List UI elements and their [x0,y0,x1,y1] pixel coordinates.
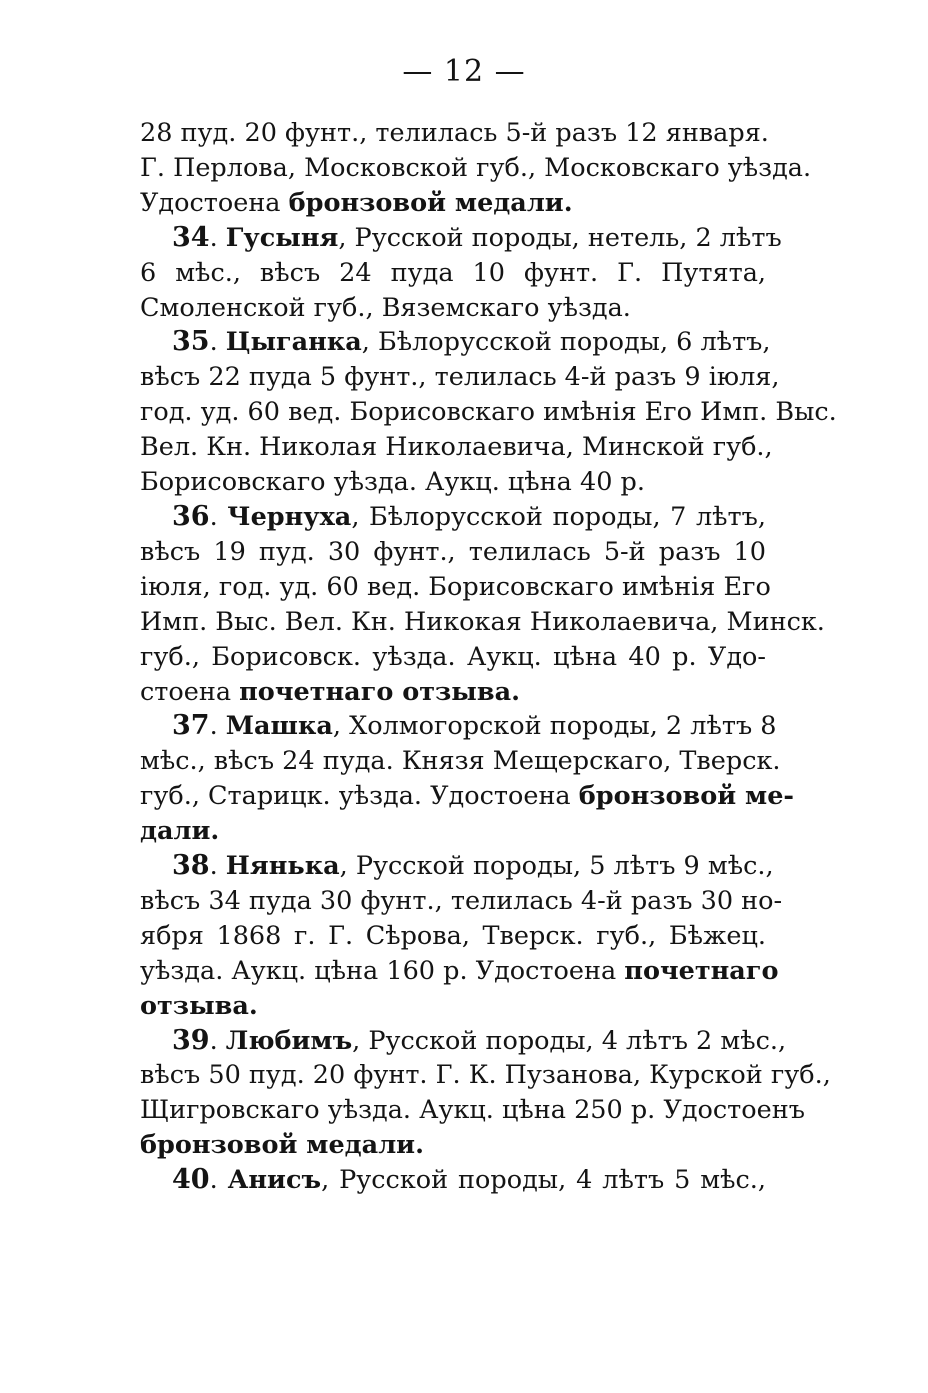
text-run: , Русской породы, 4 лѣтъ 2 мѣс., [352,1025,787,1056]
text-run: , Бѣлорусской породы, 7 лѣтъ, [351,501,766,532]
text-line [140,919,766,954]
bold-text: дали. [140,816,220,847]
entry-number: 35 [172,326,210,358]
text-run: 28 пуд. 20 фунт., телилась 5-й разъ 12 января. [140,118,769,148]
text-line [140,640,766,675]
text-line [140,465,766,500]
text-line [140,500,766,535]
bold-text: Анисъ [227,1165,322,1196]
text-run: Смоленской губ., Вяземскаго уѣзда. [140,292,631,323]
text-run: Имп. Выс. Вел. Кн. Никокая Николаевича, Минск. [140,606,825,637]
text-line [140,1128,766,1163]
text-run: год. уд. 60 вед. Борисовскаго имѣнія Его Имп. Выс. [140,397,837,428]
text-line [140,186,766,221]
entry-number: 39 [172,1024,210,1056]
text-run: Борисовскаго уѣзда. Аукц. цѣна 40 р. [140,467,645,498]
text-run: ября 1868 г. Г. Сѣрова, Тверск. губ., Бѣжец. [140,920,766,951]
text-run: губ., Старицк. уѣзда. Удостоена [140,781,579,812]
text-line [140,1024,787,1059]
text-line [140,814,766,849]
bold-text: отзыва. [140,990,258,1021]
text-run: вѣсъ 19 пуд. 30 фунт., телилась 5-й разъ 10 [140,536,766,567]
bold-text: Машка [225,711,333,742]
text-run: . [209,1025,226,1056]
text-line [140,570,771,605]
text-run: стоена [140,676,240,707]
text-run: Удостоена [140,187,289,218]
text-run: , Русской породы, 5 лѣтъ 9 мѣс., [339,851,774,882]
bold-text: почетнаго [624,955,779,986]
text-line [140,605,825,640]
text-line [140,360,780,395]
bold-text: Гусыня [225,222,339,253]
text-line [140,116,769,151]
text-run: Щигровскаго уѣзда. Аукц. цѣна 250 р. Удостоенъ [140,1095,805,1126]
bold-text: Любимъ [225,1025,353,1056]
text-run: , Русской породы, 4 лѣтъ 5 мѣс., [321,1165,766,1196]
text-line [140,779,795,814]
text-line [140,744,781,779]
text-line [140,954,779,989]
bold-text: Чернуха [227,501,352,532]
text-run: 6 мѣс., вѣсъ 24 пуда 10 фунт. Г. Путята, [140,257,766,288]
text-line [140,1163,766,1198]
text-run: . [209,222,226,253]
text-run: . [209,711,226,742]
text-run: іюля, год. уд. 60 вед. Борисовскаго имѣнія Его [140,571,771,602]
text-line [140,325,771,360]
entry-number: 38 [172,850,210,882]
text-line [140,849,774,884]
text-run: . [209,851,226,882]
text-line [140,430,773,465]
text-run: Вел. Кн. Николая Николаевича, Минской губ., [140,432,773,463]
text-line [140,1093,805,1128]
text-line [140,291,766,326]
text-line [140,256,766,291]
entry-number: 37 [172,710,210,742]
text-line [140,1058,831,1093]
text-line [140,535,766,570]
bold-text: Цыганка [225,327,362,358]
bold-text: Нянька [225,851,340,882]
text-run: губ., Борисовск. уѣзда. Аукц. цѣна 40 р. Удо- [140,641,766,672]
text-line [140,395,837,430]
text-run: , Бѣлорусской породы, 6 лѣтъ, [361,327,771,358]
bold-text: бронзовой медали. [288,187,573,218]
text-line [140,221,782,256]
text-line [140,151,812,186]
text-run: вѣсъ 34 пуда 30 фунт., телилась 4-й разъ 30 но- [140,885,783,916]
text-run: вѣсъ 22 пуда 5 фунт., телилась 4-й разъ 9 іюля, [140,362,780,393]
bold-text: почетнаго отзыва. [239,676,520,707]
text-run: . [209,501,228,532]
text-run: . [209,1165,228,1196]
entry-number: 36 [172,500,210,532]
text-run: мѣс., вѣсъ 24 пуда. Князя Мещерскаго, Тверск. [140,746,781,777]
page-number: — 12 — [402,54,526,89]
bold-text: бронзовой ме- [578,781,795,812]
text-line [140,989,766,1024]
entry-number: 34 [172,221,210,253]
text-run: уѣзда. Аукц. цѣна 160 р. Удостоена [140,955,625,986]
entry-number: 40 [172,1164,210,1196]
text-line [140,884,783,919]
text-run: , Холмогорской породы, 2 лѣтъ 8 [332,711,777,742]
text-run: , Русской породы, нетель, 2 лѣтъ [338,222,782,253]
text-run: Г. Перлова, Московской губ., Московскаго уѣзда. [140,152,812,183]
text-line [140,709,777,744]
page-body-text [140,116,837,1198]
bold-text: бронзовой медали. [140,1130,424,1161]
text-line [140,675,766,710]
text-run: вѣсъ 50 пуд. 20 фунт. Г. К. Пузанова, Курской губ., [140,1060,831,1091]
text-run: . [209,327,226,358]
